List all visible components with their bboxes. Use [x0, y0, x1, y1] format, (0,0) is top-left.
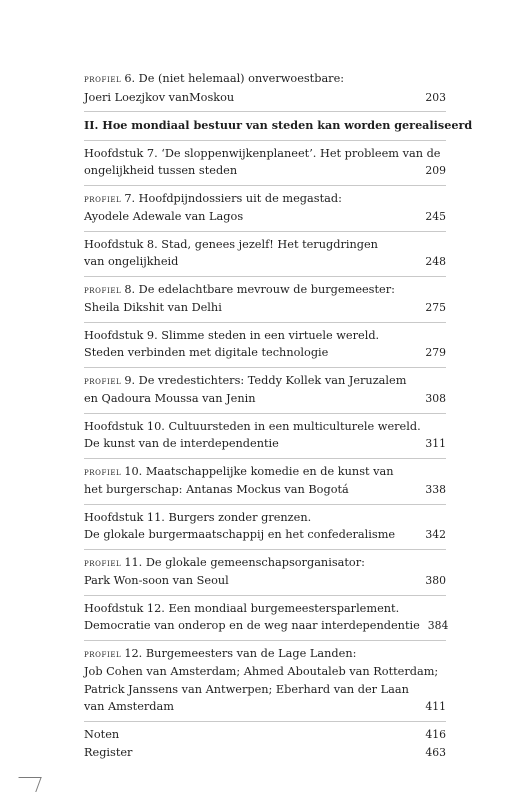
- toc-title-text: 6. De (niet helemaal) onverwoestbare:: [124, 72, 345, 85]
- toc-section-heading: [84, 112, 473, 141]
- toc-title-text: Joeri Loezjkov vanMoskou: [84, 90, 235, 104]
- toc-entry-backmatter: [84, 744, 446, 762]
- toc-line-text: [84, 299, 222, 317]
- toc-line-text: [84, 600, 399, 618]
- toc-entry-chapter: [84, 596, 449, 641]
- toc-line: [84, 645, 446, 664]
- toc-title-text: 8. De edelachtbare mevrouw de burgemeester:: [124, 282, 395, 296]
- toc-title-text: Noten: [84, 727, 120, 741]
- toc-line: [84, 509, 446, 527]
- toc-line: [84, 70, 446, 89]
- toc-line-text: [84, 509, 311, 527]
- toc-entry-chapter: [84, 414, 446, 459]
- page-number: 380: [425, 574, 446, 587]
- toc-title-text: Hoofdstuk 11. Burgers zonder grenzen.: [84, 510, 312, 524]
- toc-line: [84, 145, 446, 163]
- toc-line: [84, 117, 473, 135]
- profiel-label: profiel: [84, 192, 122, 205]
- toc-line-text: [84, 327, 379, 345]
- toc-title-text: Sheila Dikshit van Delhi: [84, 301, 222, 314]
- page-number: 308: [425, 392, 446, 405]
- profiel-label: profiel: [84, 647, 122, 660]
- toc-backmatter: [84, 722, 446, 762]
- toc-line-text: [84, 663, 438, 681]
- toc-line-text: [84, 190, 342, 209]
- toc-title-text: De kunst van de interdependentie: [84, 437, 279, 450]
- toc-entry-profiel: [84, 66, 446, 112]
- toc-line-text: [84, 344, 328, 362]
- crop-mark: [13, 777, 41, 792]
- toc-title-text: 10. Maatschappelijke komedie en de kunst van: [124, 464, 394, 478]
- page-number: 338: [425, 483, 446, 496]
- table-of-contents: [84, 66, 473, 762]
- profiel-label: profiel: [84, 283, 122, 296]
- toc-line: [84, 617, 449, 635]
- page-number: 209: [425, 164, 446, 177]
- toc-entry-chapter: [84, 323, 446, 368]
- toc-line-text: [84, 70, 344, 89]
- toc-line-text: [84, 89, 234, 107]
- toc-line-text: [84, 526, 395, 544]
- page-number: 245: [425, 210, 446, 223]
- toc-title-text: 11. De glokale gemeenschapsorganisator:: [124, 555, 365, 569]
- toc-title-text: Job Cohen van Amsterdam; Ahmed Aboutaleb van Rotterdam;: [84, 665, 439, 678]
- toc-line-text: [84, 236, 378, 254]
- toc-title-text: Hoofdstuk 7. ‘De sloppenwijkenplaneet’. Het probleem van de: [84, 146, 441, 160]
- toc-line: [84, 418, 446, 436]
- toc-line-text: [84, 162, 237, 180]
- profiel-label: profiel: [84, 556, 122, 569]
- toc-line: [84, 344, 446, 362]
- toc-line-text: [84, 418, 421, 436]
- toc-entry-profiel: [84, 277, 446, 323]
- toc-line-text: [84, 481, 349, 499]
- page-number: 463: [425, 745, 446, 759]
- toc-line-text: [84, 253, 178, 271]
- toc-title-text: Hoofdstuk 9. Slimme steden in een virtuele wereld.: [84, 328, 380, 342]
- page-number: 384: [427, 619, 449, 632]
- toc-line-text: [84, 681, 409, 699]
- toc-line-text: [84, 572, 229, 590]
- toc-line-text: [84, 145, 441, 163]
- toc-line: [84, 481, 446, 499]
- page-number: 311: [425, 437, 446, 450]
- toc-title-text: Hoofdstuk 10. Cultuursteden in een multiculturele wereld.: [84, 419, 421, 433]
- toc-entry-backmatter: [84, 726, 446, 744]
- toc-title-text: Steden verbinden met digitale technologie: [84, 346, 329, 359]
- toc-entry-profiel: [84, 186, 446, 232]
- toc-title-text: De glokale burgermaatschappij en het confederalisme: [84, 528, 396, 541]
- toc-line-text: [84, 390, 256, 408]
- toc-title-text: Democratie van onderop en de weg naar interdependentie: [84, 619, 420, 632]
- toc-line: [84, 600, 446, 618]
- toc-line-text: [84, 554, 365, 573]
- toc-title-text: Hoofdstuk 12. Een mondiaal burgemeestersparlement.: [84, 601, 400, 615]
- toc-title-text: ongelijkheid tussen steden: [84, 164, 238, 177]
- page-number: 203: [425, 90, 446, 104]
- toc-entry-chapter: [84, 141, 446, 186]
- toc-title-text: Hoofdstuk 8. Stad, genees jezelf! Het terugdringen: [84, 237, 378, 251]
- toc-line-text: [84, 617, 420, 635]
- profiel-label: profiel: [84, 374, 122, 387]
- toc-line: [84, 663, 446, 681]
- profiel-label: profiel: [84, 73, 122, 85]
- toc-line: [84, 681, 446, 699]
- toc-title-text: Park Won-soon van Seoul: [84, 574, 229, 587]
- toc-line-text: [84, 281, 395, 300]
- toc-entry-profiel: [84, 550, 446, 596]
- page-number: 342: [425, 528, 446, 541]
- toc-line-text: [84, 698, 174, 716]
- toc-line-text: [84, 463, 394, 482]
- toc-line: [84, 698, 446, 716]
- toc-line: [84, 299, 446, 317]
- toc-title-text: II. Hoe mondiaal bestuur van steden kan worden gerealiseerd: [84, 118, 473, 132]
- toc-title-text: het burgerschap: Antanas Mockus van Bogotá: [84, 483, 349, 496]
- toc-line: [84, 554, 446, 573]
- toc-entry-profiel: [84, 641, 446, 722]
- page-number: 275: [425, 301, 446, 314]
- toc-line: [84, 162, 446, 180]
- toc-title-text: 12. Burgemeesters van de Lage Landen:: [124, 646, 357, 660]
- toc-line: [84, 390, 446, 408]
- toc-title-text: 7. Hoofdpijndossiers uit de megastad:: [124, 191, 342, 205]
- toc-line-text: [84, 117, 472, 135]
- toc-entry-chapter: [84, 232, 446, 277]
- page-number: 416: [425, 727, 446, 741]
- toc-line: [84, 281, 446, 300]
- toc-line-text: [84, 208, 243, 226]
- toc-line: [84, 253, 446, 271]
- toc-title-text: van Amsterdam: [84, 700, 174, 713]
- toc-line: [84, 463, 446, 482]
- toc-line: [84, 372, 446, 391]
- toc-entry-chapter: [84, 505, 446, 550]
- page-number: 279: [425, 346, 446, 359]
- toc-line: [84, 89, 446, 107]
- toc-title-text: en Qadoura Moussa van Jenin: [84, 392, 256, 405]
- toc-title-text: Ayodele Adewale van Lagos: [84, 210, 244, 223]
- toc-line: [84, 572, 446, 590]
- toc-line-text: [84, 645, 356, 664]
- toc-line: [84, 236, 446, 254]
- profiel-label: profiel: [84, 465, 122, 478]
- toc-line-text: [84, 372, 406, 391]
- toc-line-text: [84, 435, 279, 453]
- toc-entry-profiel: [84, 459, 446, 505]
- toc-line: [84, 526, 446, 544]
- toc-entry-profiel: [84, 368, 446, 414]
- toc-line: [84, 435, 446, 453]
- toc-line: [84, 190, 446, 209]
- toc-line: [84, 208, 446, 226]
- page-number: 248: [425, 255, 446, 268]
- toc-title-text: Patrick Janssens van Antwerpen; Eberhard van der Laan: [84, 682, 409, 696]
- toc-title-text: 9. De vredestichters: Teddy Kollek van Jeruzalem: [124, 373, 407, 387]
- toc-line: [84, 327, 446, 345]
- toc-title-text: Register: [84, 745, 133, 759]
- toc-title-text: van ongelijkheid: [84, 255, 179, 268]
- page-number: 411: [425, 700, 446, 713]
